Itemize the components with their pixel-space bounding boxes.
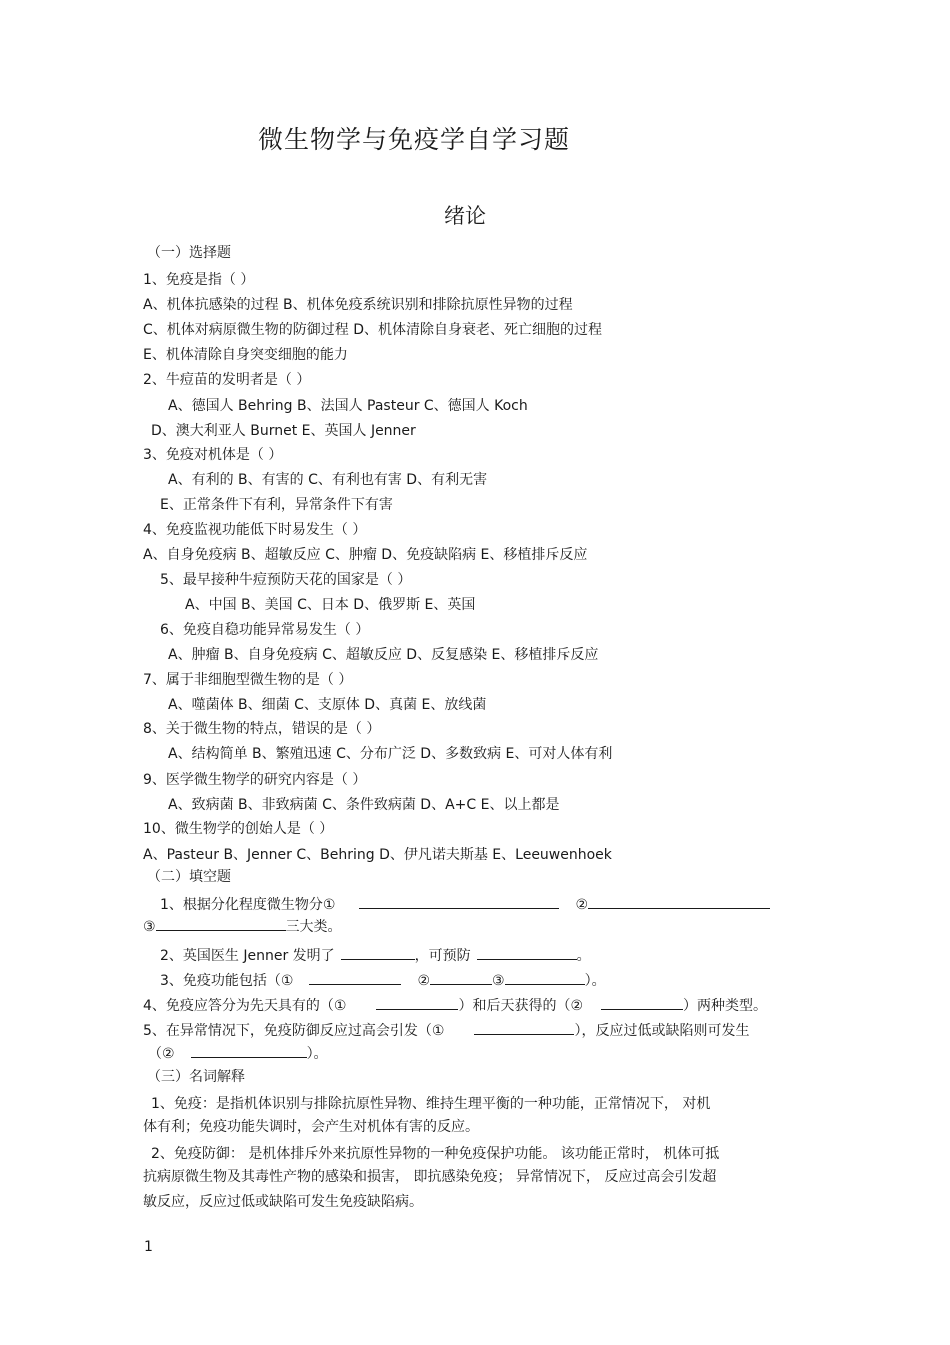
- fill-text: 1、根据分化程度微生物分①: [160, 897, 336, 913]
- answer-blank: [430, 971, 492, 985]
- answer-blank: [474, 1021, 574, 1035]
- part3-heading: （三）名词解释: [147, 1069, 245, 1085]
- question-7-options: A、噬菌体 B、细菌 C、支原体 D、真菌 E、放线菌: [168, 697, 487, 713]
- question-6: 6、免疫自稳功能异常易发生（ ）: [160, 622, 370, 638]
- question-9-options: A、致病菌 B、非致病菌 C、条件致病菌 D、A+C E、以上都是: [168, 797, 560, 813]
- fill-text: ②: [575, 897, 589, 913]
- fill-text: ，可预防: [414, 948, 471, 964]
- definition-1-cont: 体有利；免疫功能失调时，会产生对机体有害的反应。: [143, 1119, 479, 1135]
- section-title: 绪论: [444, 204, 486, 228]
- question-8: 8、关于微生物的特点，错误的是（ ）: [143, 721, 381, 737]
- fill-text: （②: [148, 1046, 175, 1062]
- definition-2: 2、免疫防御： 是机体排斥外来抗原性异物的一种免疫保护功能。 该功能正常时， 机体可抵: [151, 1146, 720, 1162]
- part2-heading: （二）填空题: [147, 869, 231, 885]
- question-10: 10、微生物学的创始人是（ ）: [143, 821, 334, 837]
- definition-2-cont: 抗病原微生物及其毒性产物的感染和损害， 即抗感染免疫； 异常情况下， 反应过高会引发超: [143, 1169, 717, 1185]
- fill-text: 2、英国医生 Jenner 发明了: [160, 948, 335, 964]
- question-4-options: A、自身免疫病 B、超敏反应 C、肿瘤 D、免疫缺陷病 E、移植排斥反应: [143, 547, 588, 563]
- fill-text: ），反应过低或缺陷则可发生: [574, 1023, 750, 1039]
- fill-5: [143, 1021, 749, 1040]
- fill-text: 3、免疫功能包括（①: [160, 973, 294, 989]
- question-2-options: D、澳大利亚人 Burnet E、英国人 Jenner: [151, 423, 416, 439]
- definition-2-cont: 敏反应，反应过低或缺陷可发生免疫缺陷病。: [143, 1194, 423, 1210]
- fill-text: ）两种类型。: [683, 998, 768, 1014]
- question-3: 3、免疫对机体是（ ）: [143, 447, 283, 463]
- fill-text: ）和后天获得的（②: [458, 998, 584, 1014]
- answer-blank: [359, 895, 559, 909]
- document-title: 微生物学与免疫学自学习题: [258, 125, 571, 154]
- question-7: 7、属于非细胞型微生物的是（ ）: [143, 672, 353, 688]
- fill-text: ③: [492, 973, 505, 989]
- question-8-options: A、结构简单 B、繁殖迅速 C、分布广泛 D、多数致病 E、可对人体有利: [168, 746, 613, 762]
- question-5-options: A、中国 B、美国 C、日本 D、俄罗斯 E、英国: [185, 597, 476, 613]
- question-1-options: E、机体清除自身突变细胞的能力: [143, 347, 348, 363]
- fill-text: 。: [576, 948, 591, 964]
- fill-text: ）。: [306, 1046, 328, 1062]
- page-number: 1: [144, 1239, 153, 1255]
- fill-text: 5、在异常情况下，免疫防御反应过高会引发（①: [143, 1023, 445, 1039]
- answer-blank: [477, 946, 577, 960]
- answer-blank: [588, 895, 770, 909]
- fill-text: ）。: [584, 973, 606, 989]
- question-3-options: A、有利的 B、有害的 C、有利也有害 D、有利无害: [168, 472, 488, 488]
- definition-1: 1、免疫：是指机体识别与排除抗原性异物、维持生理平衡的一种功能，正常情况下， 对机: [151, 1096, 711, 1112]
- answer-blank: [341, 946, 415, 960]
- question-5: 5、最早接种牛痘预防天花的国家是（ ）: [160, 572, 412, 588]
- part1-heading: （一）选择题: [147, 245, 231, 261]
- fill-1-cont: [143, 917, 342, 936]
- question-9: 9、医学微生物学的研究内容是（ ）: [143, 772, 367, 788]
- fill-text: ②: [417, 973, 431, 989]
- fill-text: 4、免疫应答分为先天具有的（①: [143, 998, 347, 1014]
- answer-blank: [309, 971, 401, 985]
- question-2-options: A、德国人 Behring B、法国人 Pasteur C、德国人 Koch: [168, 398, 528, 414]
- question-6-options: A、肿瘤 B、自身免疫病 C、超敏反应 D、反复感染 E、移植排斥反应: [168, 647, 599, 663]
- answer-blank: [191, 1044, 307, 1058]
- fill-text: 三大类。: [285, 919, 342, 935]
- question-1-options: A、机体抗感染的过程 B、机体免疫系统识别和排除抗原性异物的过程: [143, 297, 573, 313]
- answer-blank: [376, 996, 458, 1010]
- question-4: 4、免疫监视功能低下时易发生（ ）: [143, 522, 367, 538]
- question-3-options: E、正常条件下有利，异常条件下有害: [160, 497, 393, 513]
- fill-4: [143, 996, 767, 1015]
- question-1: 1、免疫是指（ ）: [143, 272, 255, 288]
- answer-blank: [505, 971, 585, 985]
- question-2: 2、牛痘苗的发明者是（ ）: [143, 372, 311, 388]
- answer-blank: [156, 917, 286, 931]
- fill-5-cont: [148, 1044, 328, 1063]
- fill-3: [160, 971, 606, 990]
- question-10-options: A、Pasteur B、Jenner C、Behring D、伊凡诺夫斯基 E、Leeuwenhoek: [143, 847, 612, 863]
- fill-1: [160, 895, 770, 914]
- question-1-options: C、机体对病原微生物的防御过程 D、机体清除自身衰老、死亡细胞的过程: [143, 322, 603, 338]
- answer-blank: [601, 996, 683, 1010]
- fill-2: [160, 946, 591, 965]
- fill-text: ③: [143, 919, 156, 935]
